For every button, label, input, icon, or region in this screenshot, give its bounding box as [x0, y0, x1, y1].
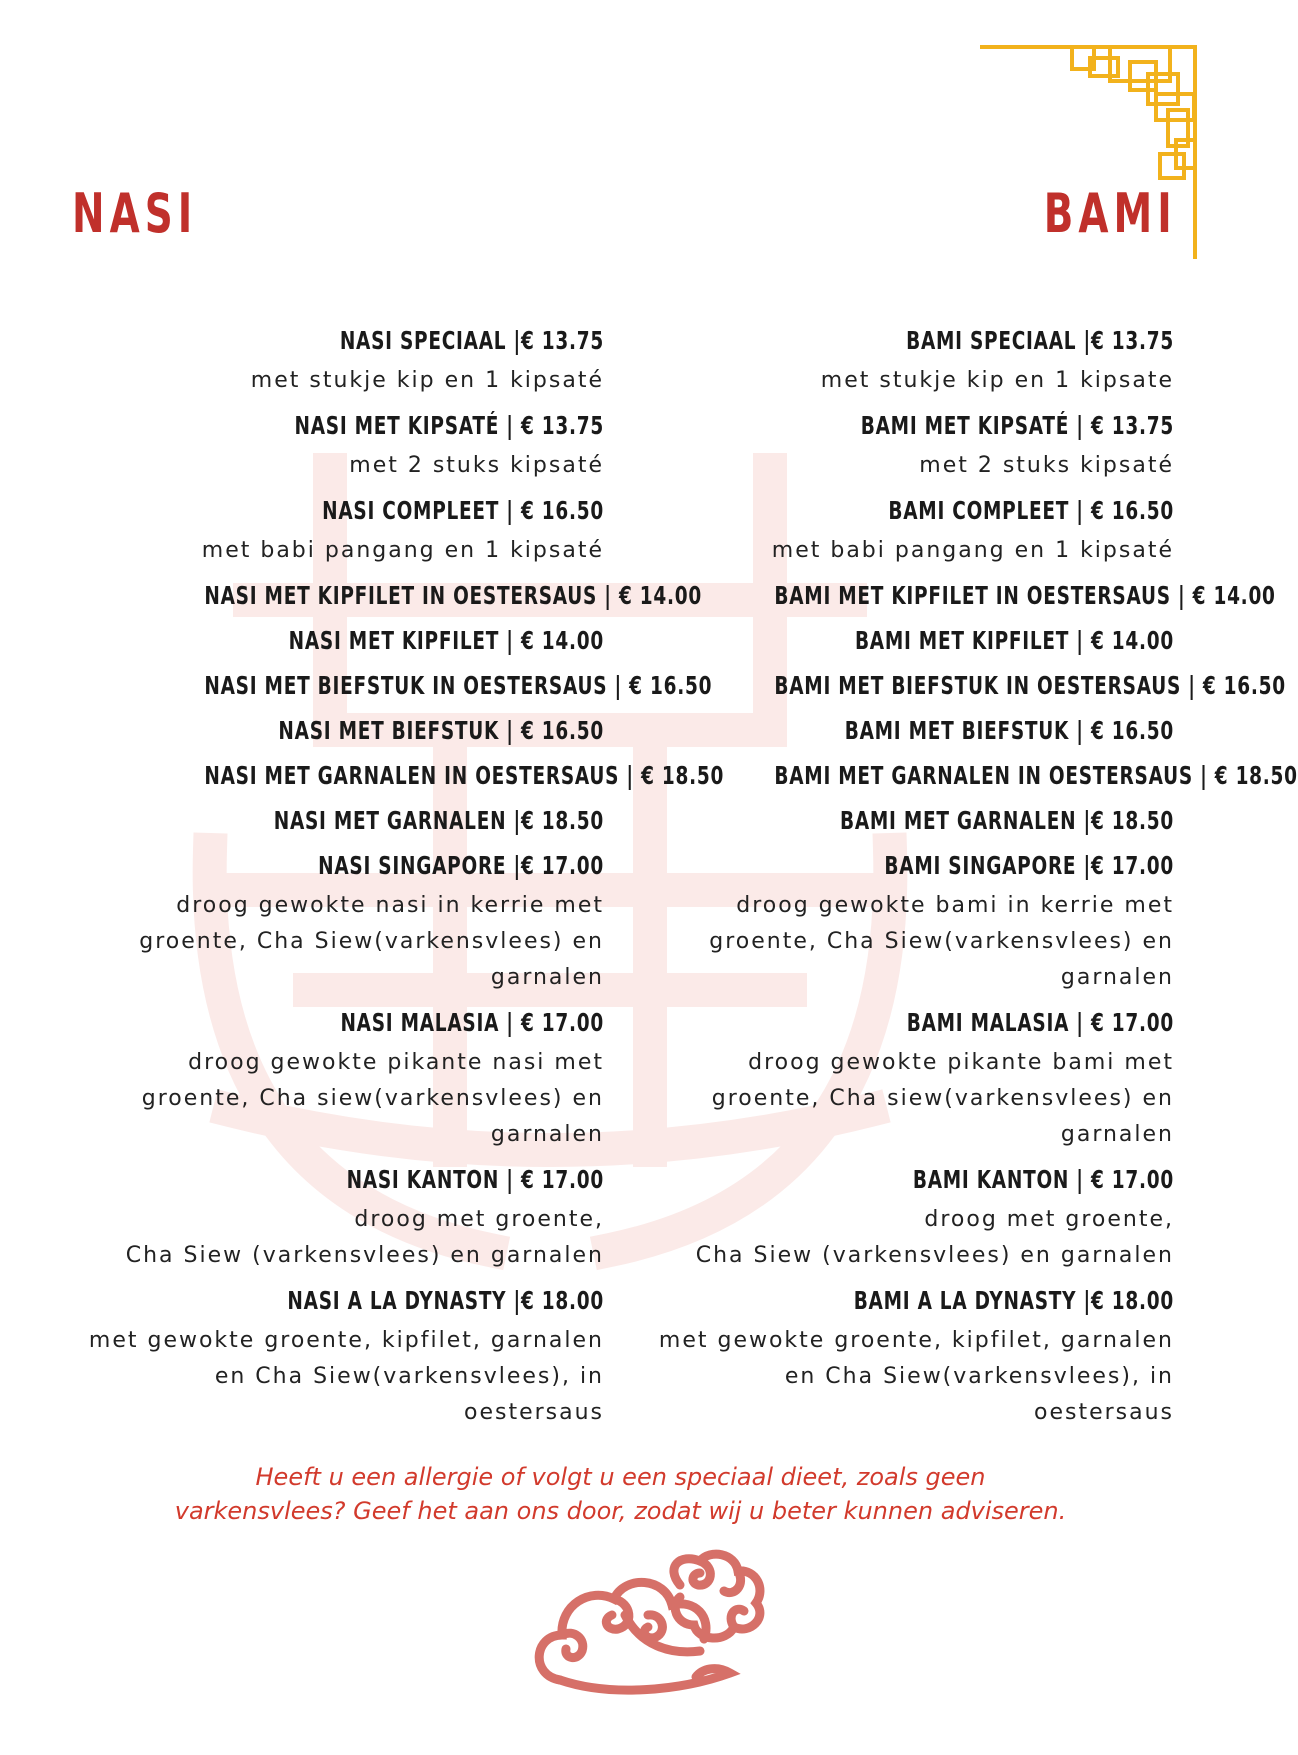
- menu-item: [634, 618, 1174, 663]
- item-name: BAMI SINGAPORE |€ 17.00: [884, 851, 1174, 880]
- item-name: NASI MET KIPFILET | € 14.00: [288, 626, 604, 655]
- item-description: droog met groente, Cha Siew (varkensvlees) en garnalen: [695, 1207, 1174, 1268]
- menu-item: [64, 1157, 604, 1274]
- item-name: BAMI MET GARNALEN IN OESTERSAUS | € 18.50: [774, 761, 1298, 790]
- menu-item: [634, 843, 1174, 996]
- menu-item: [634, 663, 1286, 708]
- menu-item: [64, 488, 604, 569]
- item-name: BAMI A LA DYNASTY |€ 18.00: [853, 1286, 1174, 1315]
- item-name: BAMI MET KIPFILET | € 14.00: [854, 626, 1174, 655]
- item-name: NASI A LA DYNASTY |€ 18.00: [287, 1286, 604, 1315]
- item-description: met gewokte groente, kipfilet, garnalen en Cha Siew(varkensvlees), in oestersaus: [658, 1328, 1174, 1425]
- item-description: met babi pangang en 1 kipsaté: [771, 538, 1174, 563]
- menu-item: [64, 663, 713, 708]
- menu-item: [64, 798, 604, 843]
- item-name: NASI MET GARNALEN IN OESTERSAUS | € 18.50: [204, 761, 725, 790]
- item-description: met babi pangang en 1 kipsaté: [201, 538, 604, 563]
- nasi-column: [64, 318, 725, 1435]
- item-name: BAMI MET KIPSATÉ | € 13.75: [860, 411, 1174, 440]
- menu-item: [634, 403, 1174, 484]
- menu-item: [634, 573, 1276, 618]
- menu-item: [634, 1278, 1174, 1431]
- menu-item: [634, 708, 1174, 753]
- menu-item: [64, 843, 604, 996]
- item-description: droog gewokte nasi in kerrie met groente, Cha Siew(varkensvlees) en garnalen: [139, 893, 604, 990]
- menu-item: [64, 1278, 604, 1431]
- item-description: met stukje kip en 1 kipsaté: [250, 368, 604, 393]
- item-description: met 2 stuks kipsaté: [349, 453, 604, 478]
- item-name: BAMI KANTON | € 17.00: [912, 1165, 1174, 1194]
- item-name: BAMI SPECIAAL |€ 13.75: [906, 326, 1174, 355]
- menu-item: [64, 708, 604, 753]
- item-name: NASI MET BIEFSTUK | € 16.50: [278, 716, 604, 745]
- item-name: NASI COMPLEET | € 16.50: [322, 496, 604, 525]
- allergy-notice: Heeft u een allergie of volgt u een speciaal dieet, zoals geen varkensvlees? Geef het aan ons door, zodat wij u beter kunnen adviseren.: [174, 1463, 1067, 1525]
- menu-item: [634, 1000, 1174, 1153]
- item-description: met stukje kip en 1 kipsate: [820, 368, 1174, 393]
- item-name: NASI MET KIPSATÉ | € 13.75: [294, 411, 604, 440]
- item-name: NASI KANTON | € 17.00: [346, 1165, 604, 1194]
- menu-item: [64, 618, 604, 663]
- item-name: BAMI MET KIPFILET IN OESTERSAUS | € 14.00: [774, 581, 1276, 610]
- menu-item: [64, 403, 604, 484]
- item-description: droog met groente, Cha Siew (varkensvlees) en garnalen: [125, 1207, 604, 1268]
- menu-item: [64, 573, 702, 618]
- nasi-heading: NASI: [72, 182, 198, 245]
- menu-item: [634, 318, 1174, 399]
- item-name: NASI SINGAPORE |€ 17.00: [318, 851, 604, 880]
- bami-column: [634, 318, 1298, 1435]
- item-name: BAMI MET GARNALEN |€ 18.50: [840, 806, 1174, 835]
- item-description: droog gewokte pikante bami met groente, Cha siew(varkensvlees) en garnalen: [711, 1050, 1174, 1147]
- item-name: NASI MET KIPFILET IN OESTERSAUS | € 14.00: [204, 581, 702, 610]
- item-name: NASI SPECIAAL |€ 13.75: [339, 326, 604, 355]
- menu-item: [634, 753, 1298, 798]
- item-name: BAMI MET BIEFSTUK | € 16.50: [844, 716, 1174, 745]
- menu-item: [64, 318, 604, 399]
- item-name: BAMI MALASIA | € 17.00: [906, 1008, 1174, 1037]
- menu-item: [634, 1157, 1174, 1274]
- item-name: BAMI MET BIEFSTUK IN OESTERSAUS | € 16.50: [774, 671, 1286, 700]
- bami-heading: BAMI: [1043, 182, 1177, 245]
- item-description: droog gewokte bami in kerrie met groente, Cha Siew(varkensvlees) en garnalen: [709, 893, 1174, 990]
- item-name: NASI MET GARNALEN |€ 18.50: [273, 806, 604, 835]
- item-name: BAMI COMPLEET | € 16.50: [888, 496, 1174, 525]
- menu-item: [634, 798, 1174, 843]
- menu-item: [634, 488, 1174, 569]
- item-name: NASI MALASIA | € 17.00: [340, 1008, 604, 1037]
- item-description: droog gewokte pikante nasi met groente, Cha siew(varkensvlees) en garnalen: [141, 1050, 604, 1147]
- menu-item: [64, 753, 725, 798]
- auspicious-clouds-icon: [530, 1555, 780, 1705]
- menu-item: [64, 1000, 604, 1153]
- item-description: met 2 stuks kipsaté: [919, 453, 1174, 478]
- item-description: met gewokte groente, kipfilet, garnalen en Cha Siew(varkensvlees), in oestersaus: [88, 1328, 604, 1425]
- item-name: NASI MET BIEFSTUK IN OESTERSAUS | € 16.50: [204, 671, 713, 700]
